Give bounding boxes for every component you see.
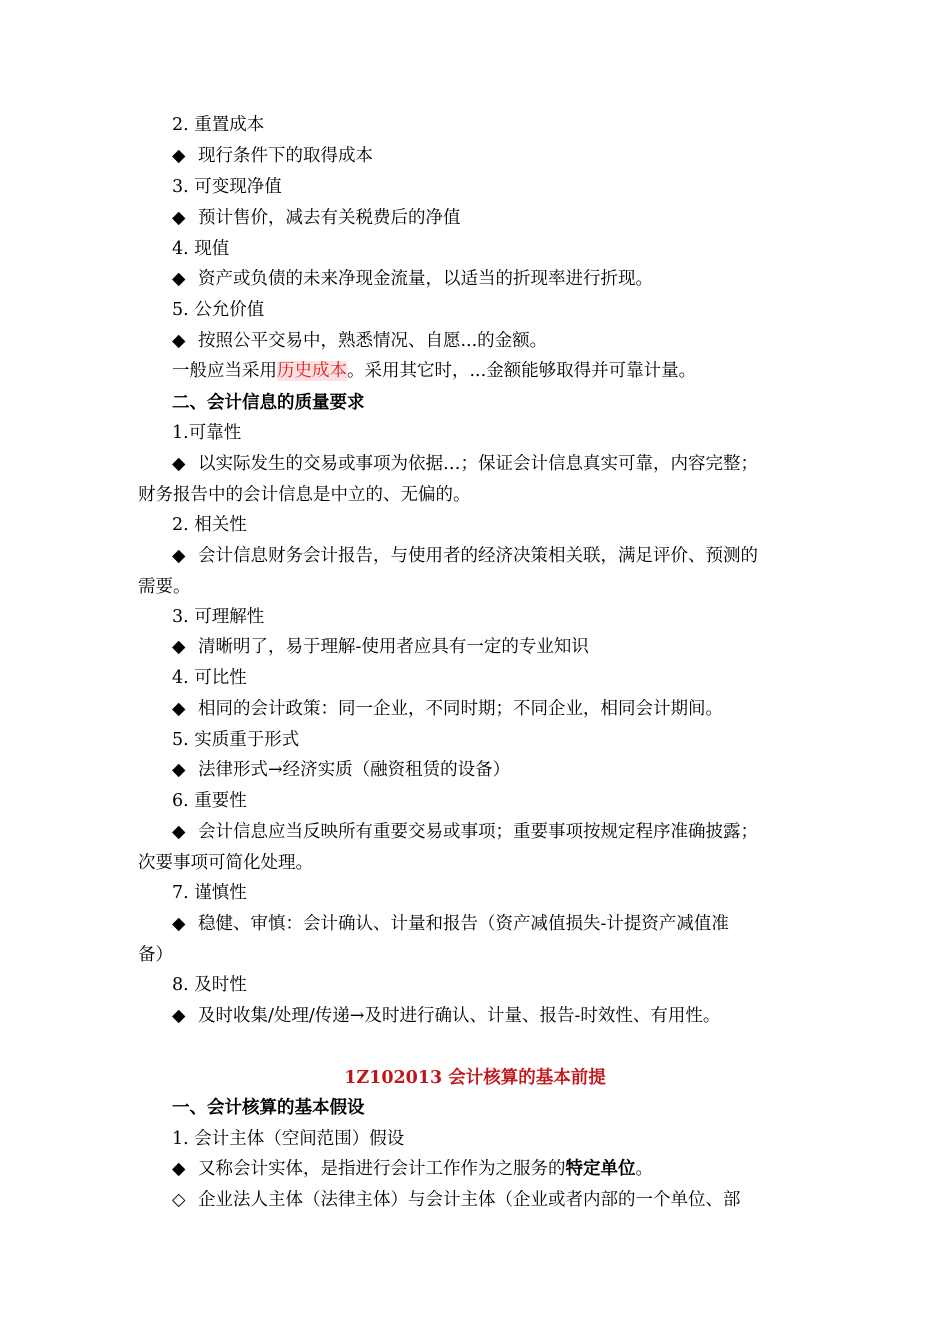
bullet-paragraph (138, 449, 818, 511)
diamond-icon: ◆ (172, 546, 186, 566)
item-title: 4. 可比性 (172, 668, 247, 688)
diamond-icon: ◆ (172, 208, 186, 228)
bullet-paragraph (138, 541, 818, 603)
bullet-text: 预计售价，减去有关税费后的净值 (198, 208, 461, 228)
bullet-text: 清晰明了，易于理解-使用者应具有一定的专业知识 (198, 637, 589, 657)
bullet-text: 及时收集/处理/传递→及时进行确认、计量、报告-时效性、有用性。 (198, 1006, 721, 1026)
bullet-line (172, 207, 461, 229)
item-title: 1.可靠性 (172, 423, 242, 443)
item-title: 7. 谨慎性 (172, 883, 247, 903)
bullet-text: 稳健、审慎：会计确认、计量和报告（资产减值损失-计提资产减值准 (198, 914, 729, 934)
section-heading: 一、会计核算的基本假设 (172, 1098, 365, 1118)
bullet-line (172, 759, 510, 781)
diamond-icon: ◆ (172, 699, 186, 719)
section-heading: 二、会计信息的质量要求 (172, 393, 365, 413)
item-title: 5. 实质重于形式 (172, 730, 300, 750)
general-rule (172, 360, 696, 382)
bullet-text: 资产或负债的未来净现金流量，以适当的折现率进行折现。 (198, 269, 653, 289)
bullet-text: 又称会计实体，是指进行会计工作作为之服务的 (198, 1159, 566, 1179)
item-title: 1. 会计主体（空间范围）假设 (172, 1129, 405, 1149)
item-title: 6. 重要性 (172, 791, 247, 811)
bullet-paragraph (138, 817, 818, 879)
bullet-line (172, 145, 373, 167)
bullet-text-continued: 需要。 (138, 577, 191, 597)
bullet-text: 现行条件下的取得成本 (198, 146, 373, 166)
bullet-line (172, 1158, 653, 1180)
diamond-icon: ◆ (172, 760, 186, 780)
item-title: 2. 重置成本 (172, 115, 265, 135)
bullet-text: 会计信息财务会计报告，与使用者的经济决策相关联，满足评价、预测的 (198, 546, 758, 566)
hollow-diamond-icon: ◇ (172, 1190, 186, 1210)
bullet-text: 会计信息应当反映所有重要交易或事项；重要事项按规定程序准确披露； (198, 822, 758, 842)
item-title: 3. 可变现净值 (172, 177, 282, 197)
diamond-icon: ◆ (172, 146, 186, 166)
diamond-icon: ◆ (172, 914, 186, 934)
highlighted-term: 历史成本 (277, 361, 347, 381)
bullet-line (172, 330, 547, 352)
bullet-line (172, 1189, 741, 1211)
bullet-text: 相同的会计政策：同一企业，不同时期；不同企业，相同会计期间。 (198, 699, 723, 719)
item-title: 2. 相关性 (172, 515, 247, 535)
diamond-icon: ◆ (172, 822, 186, 842)
bullet-text-continued: 备） (138, 945, 173, 965)
item-title: 5. 公允价值 (172, 300, 265, 320)
bullet-paragraph (138, 909, 818, 971)
diamond-icon: ◆ (172, 1006, 186, 1026)
bullet-line (172, 636, 589, 658)
item-title: 3. 可理解性 (172, 607, 265, 627)
bullet-text: 以实际发生的交易或事项为依据…；保证会计信息真实可靠，内容完整； (198, 454, 758, 474)
diamond-icon: ◆ (172, 454, 186, 474)
bullet-text-continued: 次要事项可简化处理。 (138, 853, 313, 873)
bullet-text-continued: 财务报告中的会计信息是中立的、无偏的。 (138, 485, 471, 505)
bullet-line (172, 1005, 720, 1027)
bullet-text: 。 (635, 1159, 653, 1179)
diamond-icon: ◆ (172, 269, 186, 289)
diamond-icon: ◆ (172, 1159, 186, 1179)
bullet-line (172, 268, 653, 290)
rule-text: 一般应当采用 (172, 361, 277, 381)
bullet-text: 法律形式→经济实质（融资租赁的设备） (198, 760, 511, 780)
diamond-icon: ◆ (172, 331, 186, 351)
rule-text: 。采用其它时，...金额能够取得并可靠计量。 (347, 361, 697, 381)
bullet-text: 按照公平交易中，熟悉情况、自愿...的金额。 (198, 331, 548, 351)
bullet-text: 企业法人主体（法律主体）与会计主体（企业或者内部的一个单位、部 (198, 1190, 741, 1210)
diamond-icon: ◆ (172, 637, 186, 657)
item-title: 8. 及时性 (172, 975, 247, 995)
bullet-line (172, 698, 723, 720)
chapter-title: 1Z102013 会计核算的基本前提 (344, 1068, 606, 1088)
item-title: 4. 现值 (172, 239, 230, 259)
emphasized-term: 特定单位 (565, 1159, 636, 1179)
